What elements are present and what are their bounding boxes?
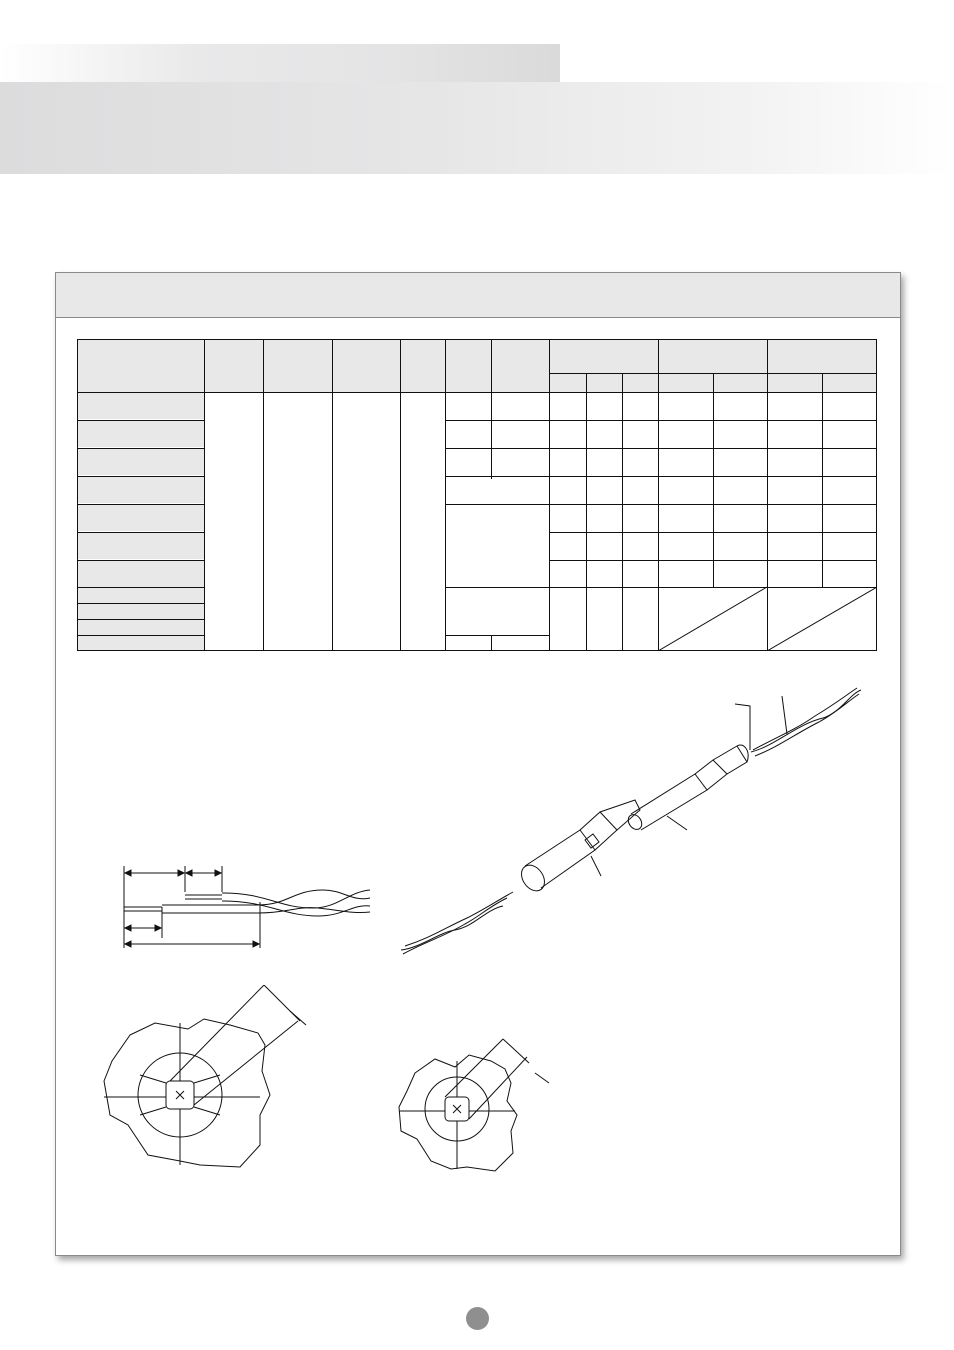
panel-header-bar	[56, 273, 900, 318]
wire-strip-diagram	[118, 862, 378, 954]
spec-table	[77, 339, 877, 651]
connector-assembly-drawing	[395, 680, 865, 962]
header-band-main	[0, 82, 954, 174]
crimp-section-large	[100, 985, 310, 1175]
crimp-section-small	[395, 1035, 565, 1175]
header-band-top	[0, 44, 560, 82]
page-number-dot	[466, 1307, 489, 1330]
